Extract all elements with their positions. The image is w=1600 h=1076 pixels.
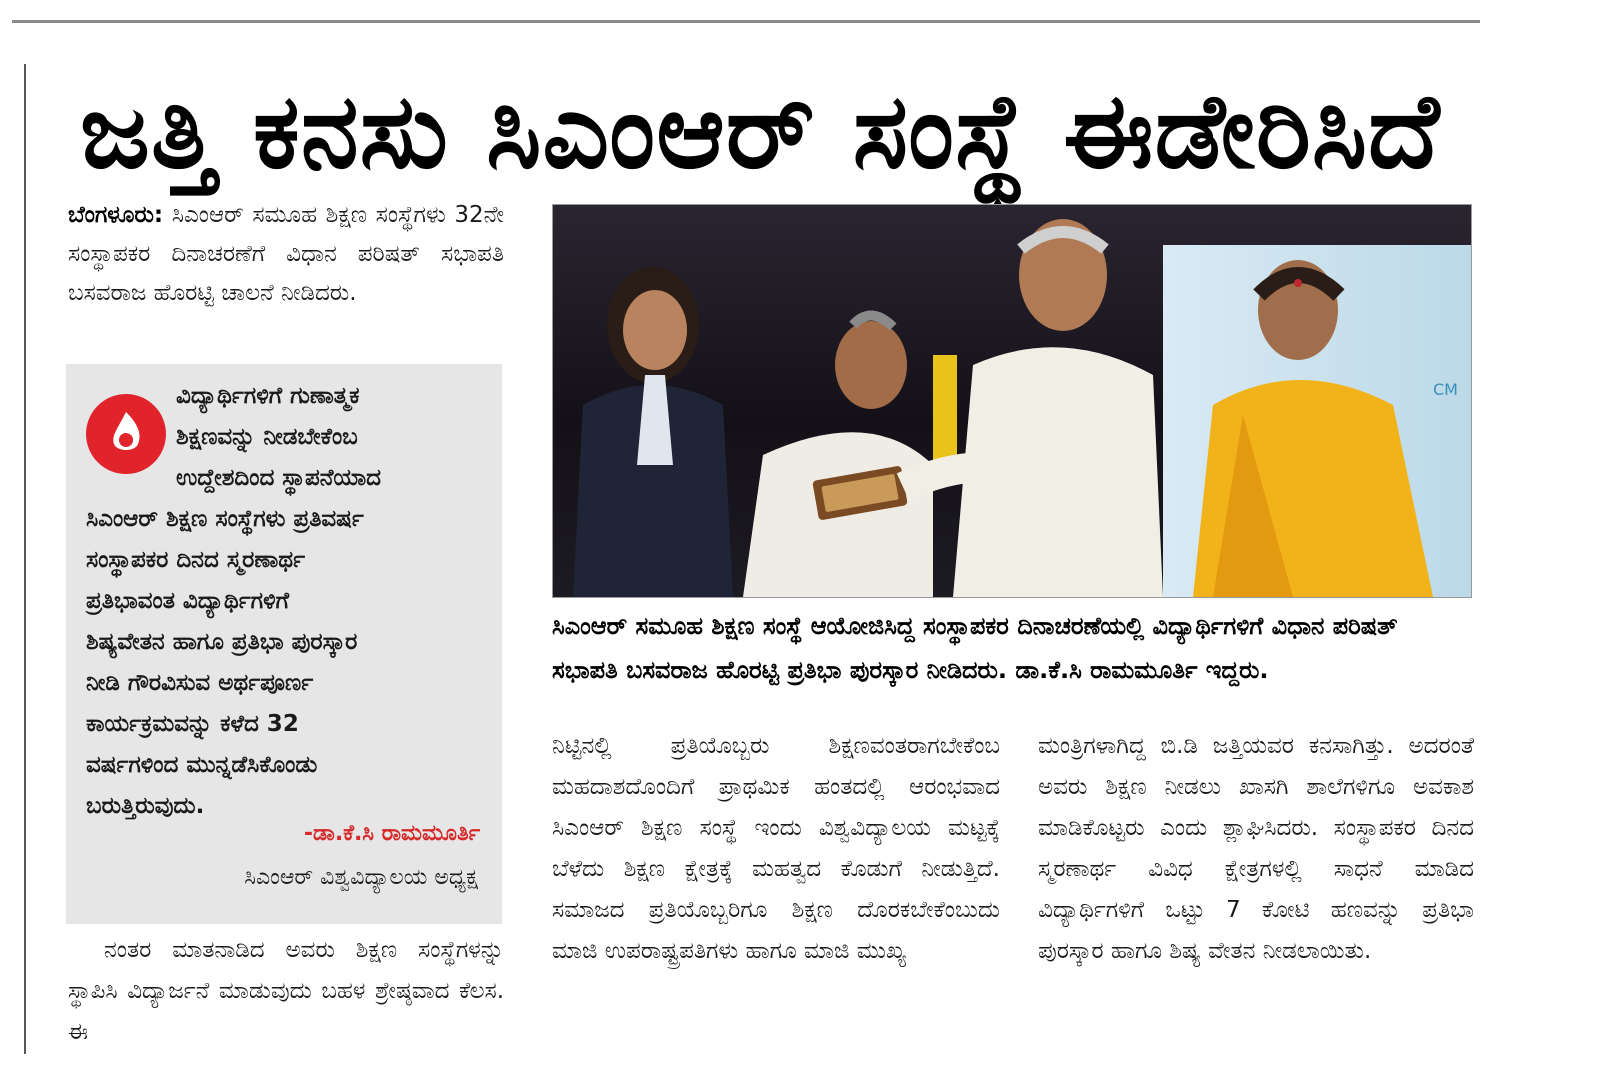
quote-line: ಉದ್ದೇಶದಿಂದ ಸ್ಥಾಪನೆಯಾದ [176, 465, 382, 491]
quote-line: ವಿದ್ಯಾರ್ಥಿಗಳಿಗೆ ಗುಣಾತ್ಮಕ [176, 383, 360, 409]
quote-line: ಸಿಎಂಆರ್ ಶಿಕ್ಷಣ ಸಂಸ್ಥೆಗಳು ಪ್ರತಿವರ್ಷ [86, 506, 364, 532]
quote-line: ವರ್ಷಗಳಿಂದ ಮುನ್ನಡೆಸಿಕೊಂಡು [86, 752, 318, 778]
body-paragraph: ನಿಟ್ಟಿನಲ್ಲಿ ಪ್ರತಿಯೊಬ್ಬರು ಶಿಕ್ಷಣವಂತರಾಗಬೇಕೆಂಬ ಮಹದಾಶದೊಂದಿಗೆ ಪ್ರಾಥಮಿಕ ಹಂತದಲ್ಲಿ ಆರಂಭವಾದ ಸಿಎಂಆರ್ ಶಿಕ್ಷಣ ಸಂಸ್ಥೆ ಇಂದು ವಿಶ್ವವಿದ್ಯಾಲಯ ಮಟ್ಟಕ್ಕೆ ಬೆಳೆದು ಶಿಕ್ಷಣ ಕ್ಷೇತ್ರಕ್ಕೆ ಮಹತ್ವದ ಕೊಡುಗೆ ನೀಡುತ್ತಿದೆ. ಸಮಾಜದ ಪ್ರತಿಯೊಬ್ಬರಿಗೂ ಶಿಕ್ಷಣ ದೊರಕಬೇಕೆಂಬುದು ಮಾಜಿ ಉಪರಾಷ್ಟ್ರಪತಿಗಳು ಹಾಗೂ ಮಾಜಿ ಮುಖ್ಯ [552, 733, 1000, 964]
quote-line: ಸಂಸ್ಥಾಪಕರ ದಿನದ ಸ್ಮರಣಾರ್ಥ [86, 547, 306, 573]
article-column-2 [552, 726, 1000, 972]
quote-author-role: ಸಿಎಂಆರ್ ವಿಶ್ವವಿದ್ಯಾಲಯ ಅಧ್ಯಕ್ಷ [244, 865, 478, 890]
left-column-rule [24, 64, 26, 1054]
intro-text: ಸಿಎಂಆರ್ ಸಮೂಹ ಶಿಕ್ಷಣ ಸಂಸ್ಥೆಗಳು 32ನೇ ಸಂಸ್ಥಾಪಕರ ದಿನಾಚರಣೆಗೆ ವಿಧಾನ ಪರಿಷತ್ ಸಭಾಪತಿ ಬಸವರಾಜ ಹೊರಟ್ಟಿ ಚಾಲನೆ ನೀಡಿದರು. [68, 202, 505, 306]
quote-line: ಶಿಕ್ಷಣವನ್ನು ನೀಡಬೇಕೆಂಬ [176, 424, 358, 450]
quote-text [86, 376, 490, 827]
backdrop-logo-text: CM [1433, 380, 1458, 399]
event-photo-illustration [553, 205, 1471, 597]
intro-paragraph [68, 196, 504, 313]
event-photo [552, 204, 1472, 598]
top-divider [12, 20, 1480, 23]
column-1-continued [68, 930, 504, 1053]
quote-line: ಬರುತ್ತಿರುವುದು. [86, 793, 205, 819]
photo-caption: ಸಿಎಂಆರ್ ಸಮೂಹ ಶಿಕ್ಷಣ ಸಂಸ್ಥೆ ಆಯೋಜಿಸಿದ್ದ ಸಂಸ್ಥಾಪಕರ ದಿನಾಚರಣೆಯಲ್ಲಿ ವಿದ್ಯಾರ್ಥಿಗಳಿಗೆ ವಿಧಾನ ಪರಿಷತ್ ಸಭಾಪತಿ ಬಸವರಾಜ ಹೊರಟ್ಟಿ ಪ್ರತಿಭಾ ಪುರಸ್ಕಾರ ನೀಡಿದರು. ಡಾ.ಕೆ.ಸಿ ರಾಮಮೂರ್ತಿ ಇದ್ದರು. [552, 612, 1398, 684]
quote-line: ಪ್ರತಿಭಾವಂತ ವಿದ್ಯಾರ್ಥಿಗಳಿಗೆ [86, 588, 290, 614]
quote-line: ನೀಡಿ ಗೌರವಿಸುವ ಅರ್ಥಪೂರ್ಣ [86, 670, 314, 696]
headline: ಜತ್ತಿ ಕನಸು ಸಿಎಂಆರ್ ಸಂಸ್ಥೆ ಈಡೇರಿಸಿದೆ [80, 70, 1441, 192]
dateline: ಬೆಂಗಳೂರು: [68, 202, 164, 228]
body-paragraph: ಮಂತ್ರಿಗಳಾಗಿದ್ದ ಬಿ.ಡಿ ಜತ್ತಿಯವರ ಕನಸಾಗಿತ್ತು. ಅದರಂತೆ ಅವರು ಶಿಕ್ಷಣ ನೀಡಲು ಖಾಸಗಿ ಶಾಲೆಗಳಿಗೂ ಅವಕಾಶ ಮಾಡಿಕೊಟ್ಟರು ಎಂದು ಶ್ಲಾಘಿಸಿದರು. ಸಂಸ್ಥಾಪಕರ ದಿನದ ಸ್ಮರಣಾರ್ಥ ವಿವಿಧ ಕ್ಷೇತ್ರಗಳಲ್ಲಿ ಸಾಧನೆ ಮಾಡಿದ ವಿದ್ಯಾರ್ಥಿಗಳಿಗೆ ಒಟ್ಟು 7 ಕೋಟಿ ಹಣವನ್ನು ಪ್ರತಿಭಾ ಪುರಸ್ಕಾರ ಹಾಗೂ ಶಿಷ್ಯ ವೇತನ ನೀಡಲಾಯಿತು. [1038, 733, 1474, 964]
quote-line: ಶಿಷ್ಯವೇತನ ಹಾಗೂ ಪ್ರತಿಭಾ ಪುರಸ್ಕಾರ [86, 629, 358, 655]
quote-author: -ಡಾ.ಕೆ.ಸಿ ರಾಮಮೂರ್ತಿ [303, 821, 480, 846]
article-column-3 [1038, 726, 1474, 972]
quote-line: ಕಾರ್ಯಕ್ರಮವನ್ನು ಕಳೆದ 32 [86, 711, 299, 737]
pull-quote-box [66, 364, 502, 924]
body-paragraph: ನಂತರ ಮಾತನಾಡಿದ ಅವರು ಶಿಕ್ಷಣ ಸಂಸ್ಥೆಗಳನ್ನು ಸ್ಥಾಪಿಸಿ ವಿದ್ಯಾರ್ಜನೆ ಮಾಡುವುದು ಬಹಳ ಶ್ರೇಷ್ಠವಾದ ಕೆಲಸ. ಈ [68, 937, 504, 1045]
